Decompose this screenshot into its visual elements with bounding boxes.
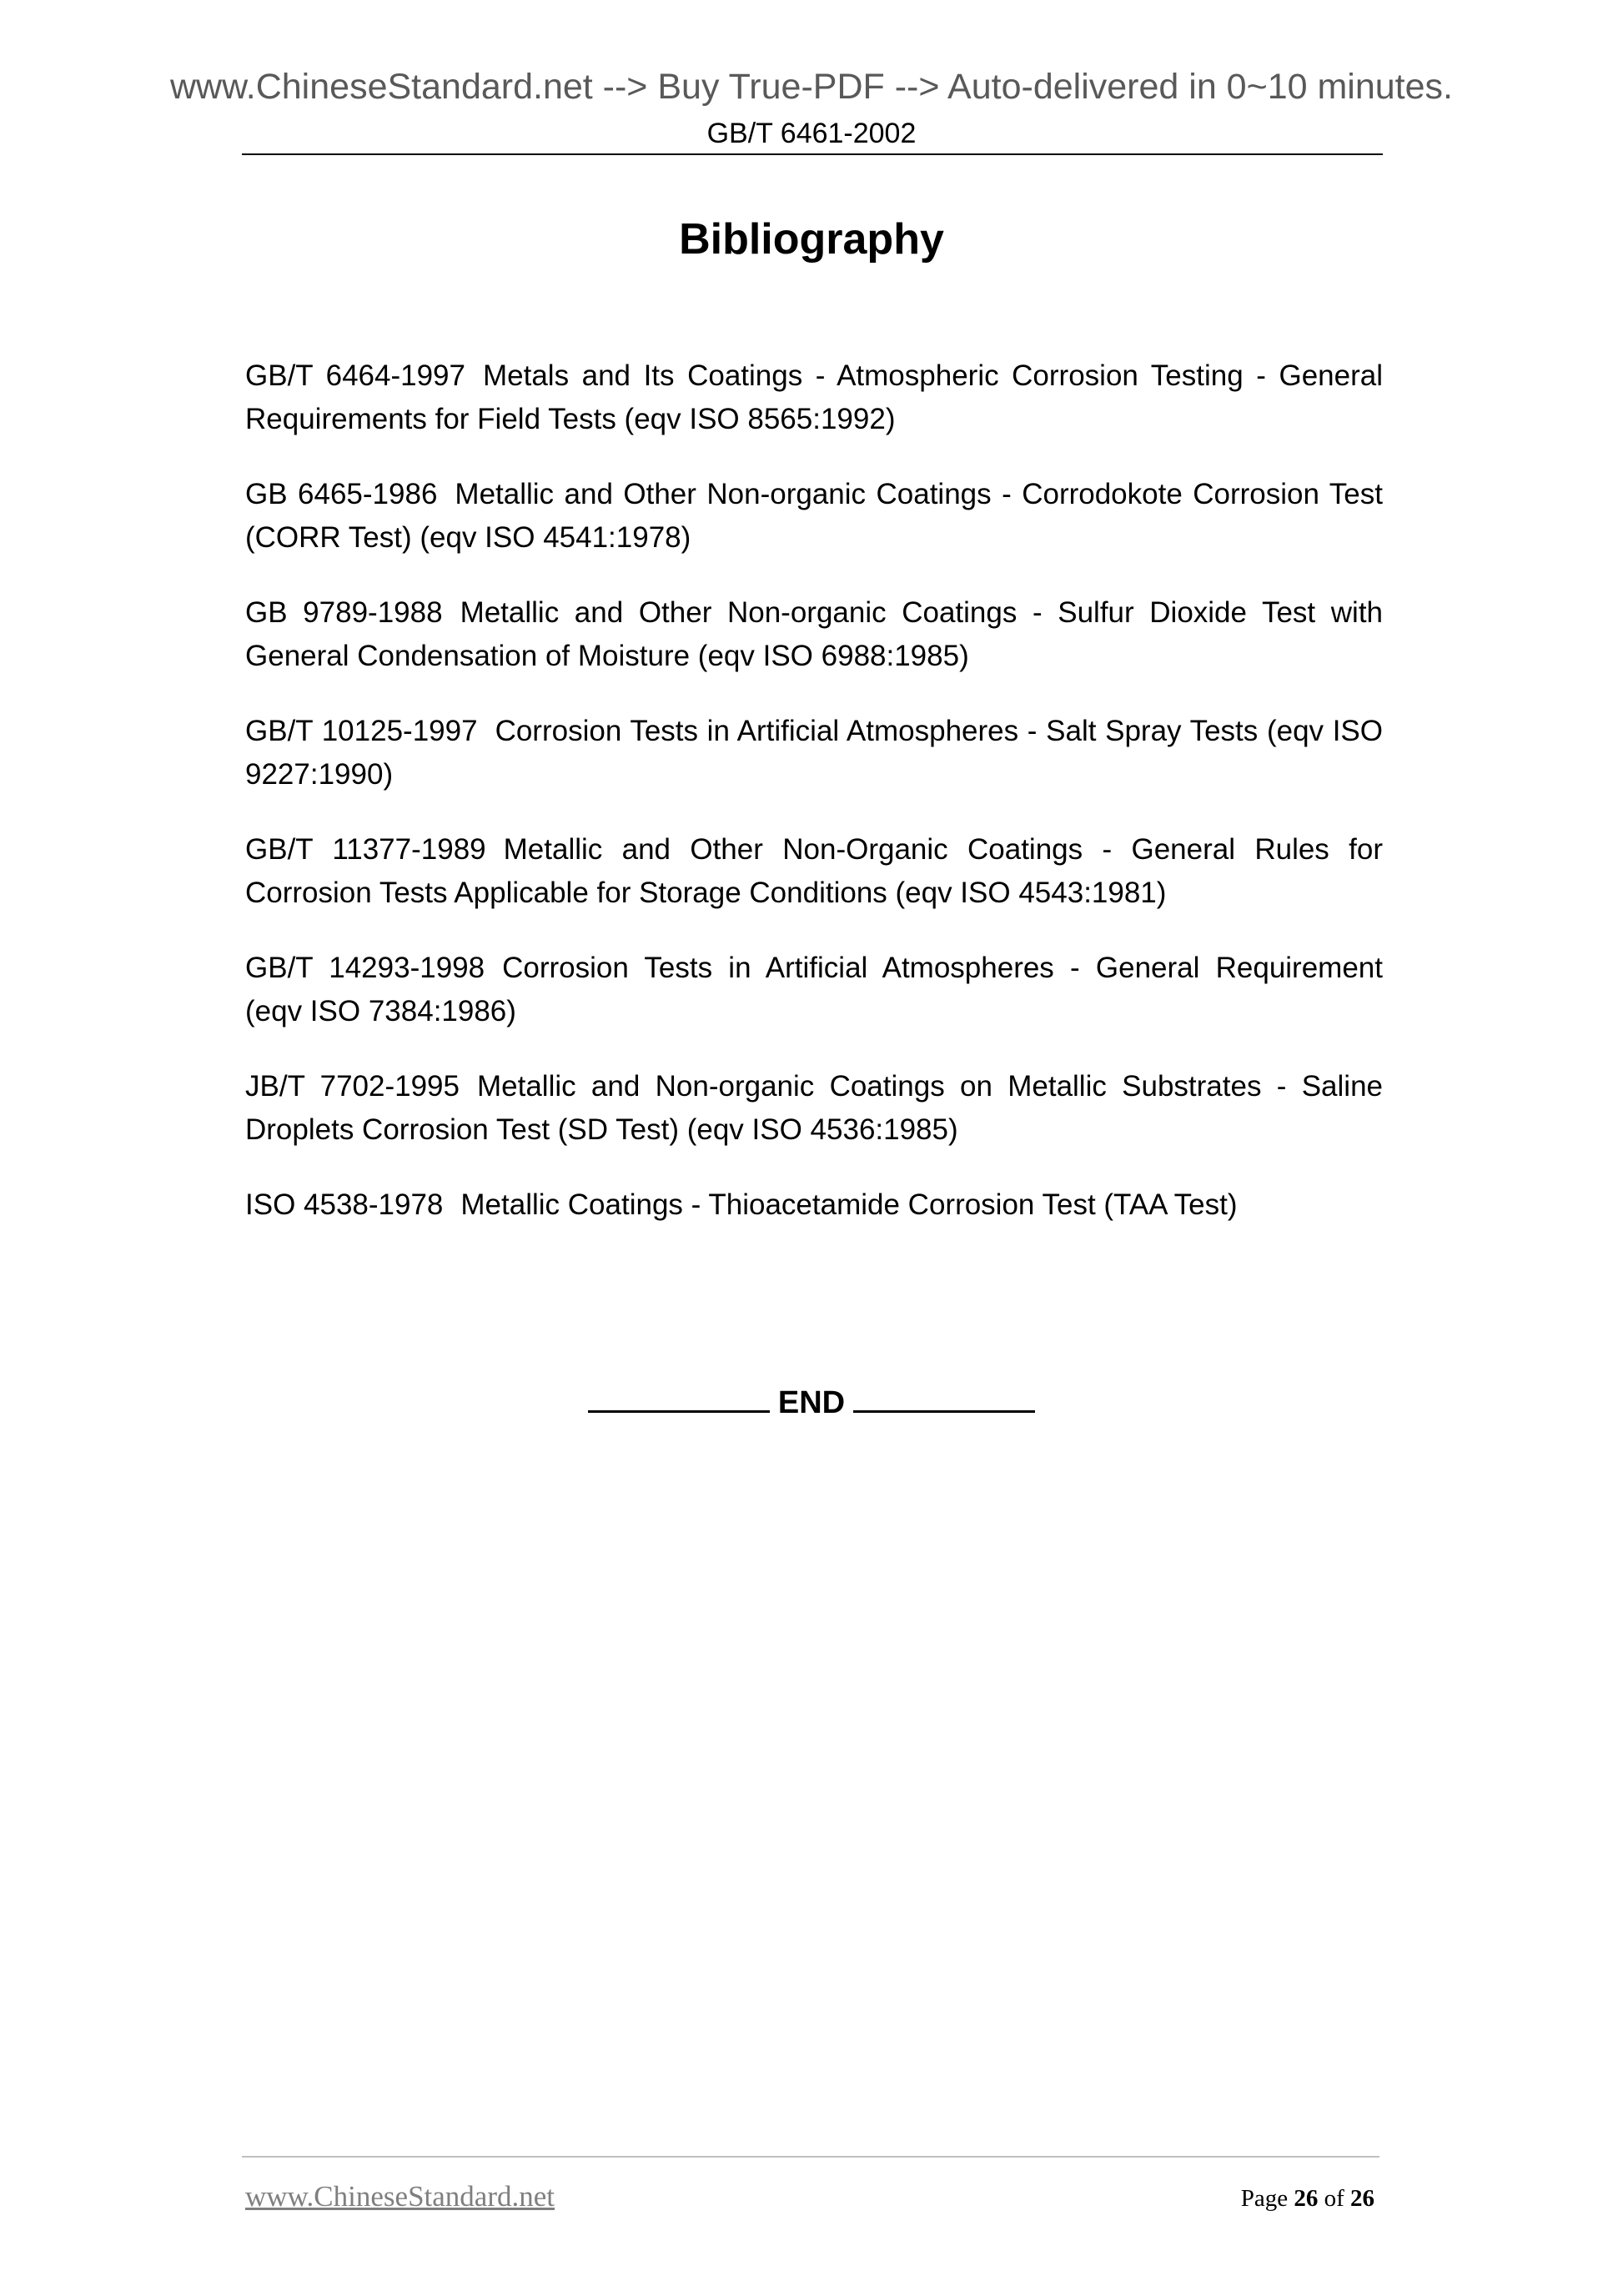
page-number: [1241, 2182, 1374, 2215]
reference-title: Metallic and Non-organic Coatings on Metallic Substrates - Saline Droplets Corrosion Test (SD Test) (eqv ISO 4536:1985): [245, 1070, 1383, 1146]
reference-title: Metallic and Other Non-organic Coatings - Sulfur Dioxide Test with General Condensation of Moisture (eqv ISO 6988:1985): [245, 596, 1384, 672]
reference-code: GB 9789-1988: [245, 596, 443, 629]
reference-title: Metallic and Other Non-Organic Coatings - General Rules for Corrosion Tests Applicable for Storage Conditions (eqv ISO 4543:1981): [245, 833, 1383, 909]
page-of: of: [1324, 2185, 1344, 2212]
end-marker: [0, 1383, 1623, 1423]
site-banner: www.ChineseStandard.net --> Buy True-PDF --> Auto-delivered in 0~10 minutes.: [169, 67, 1453, 107]
reference-code: ISO 4538-1978: [245, 1188, 444, 1221]
reference-item: [245, 1183, 1383, 1227]
end-rule-right: [853, 1385, 1035, 1413]
reference-title: Metallic and Other Non-organic Coatings - Corrodokote Corrosion Test (CORR Test) (eqv ISO 4541:1978): [245, 478, 1384, 554]
reference-item: [245, 354, 1383, 441]
page-current: 26: [1294, 2185, 1319, 2212]
standard-number: GB/T 6461-2002: [706, 118, 917, 149]
bibliography-list: [245, 354, 1383, 1259]
reference-title: Metallic Coatings - Thioacetamide Corrosion Test (TAA Test): [460, 1188, 1238, 1221]
reference-item: [245, 591, 1383, 678]
reference-item: [245, 473, 1383, 560]
end-label: END: [777, 1385, 846, 1420]
footer-site-link[interactable]: www.ChineseStandard.net: [245, 2180, 555, 2213]
reference-code: GB/T 10125-1997: [245, 715, 478, 747]
reference-code: JB/T 7702-1995: [245, 1070, 460, 1103]
reference-code: GB/T 6464-1997: [245, 359, 465, 392]
footer-divider: [242, 2156, 1379, 2158]
end-rule-left: [588, 1385, 770, 1413]
header-divider: [242, 153, 1383, 155]
page-title: Bibliography: [679, 215, 944, 264]
reference-item: [245, 947, 1383, 1033]
reference-title: Metals and Its Coatings - Atmospheric Corrosion Testing - General Requirements for Field Tests (eqv ISO 8565:1992): [245, 359, 1383, 435]
reference-item: [245, 1065, 1383, 1152]
reference-item: [245, 710, 1383, 796]
page-prefix: Page: [1240, 2185, 1289, 2212]
reference-code: GB 6465-1986: [245, 478, 438, 510]
reference-title: Corrosion Tests in Artificial Atmospheres - General Requirement (eqv ISO 7384:1986): [245, 952, 1383, 1027]
reference-title: Corrosion Tests in Artificial Atmospheres - Salt Spray Tests (eqv ISO 9227:1990): [245, 715, 1383, 791]
reference-code: GB/T 14293-1998: [245, 952, 485, 984]
reference-item: [245, 828, 1383, 915]
page-total: 26: [1350, 2185, 1374, 2212]
reference-code: GB/T 11377-1989: [245, 833, 486, 866]
